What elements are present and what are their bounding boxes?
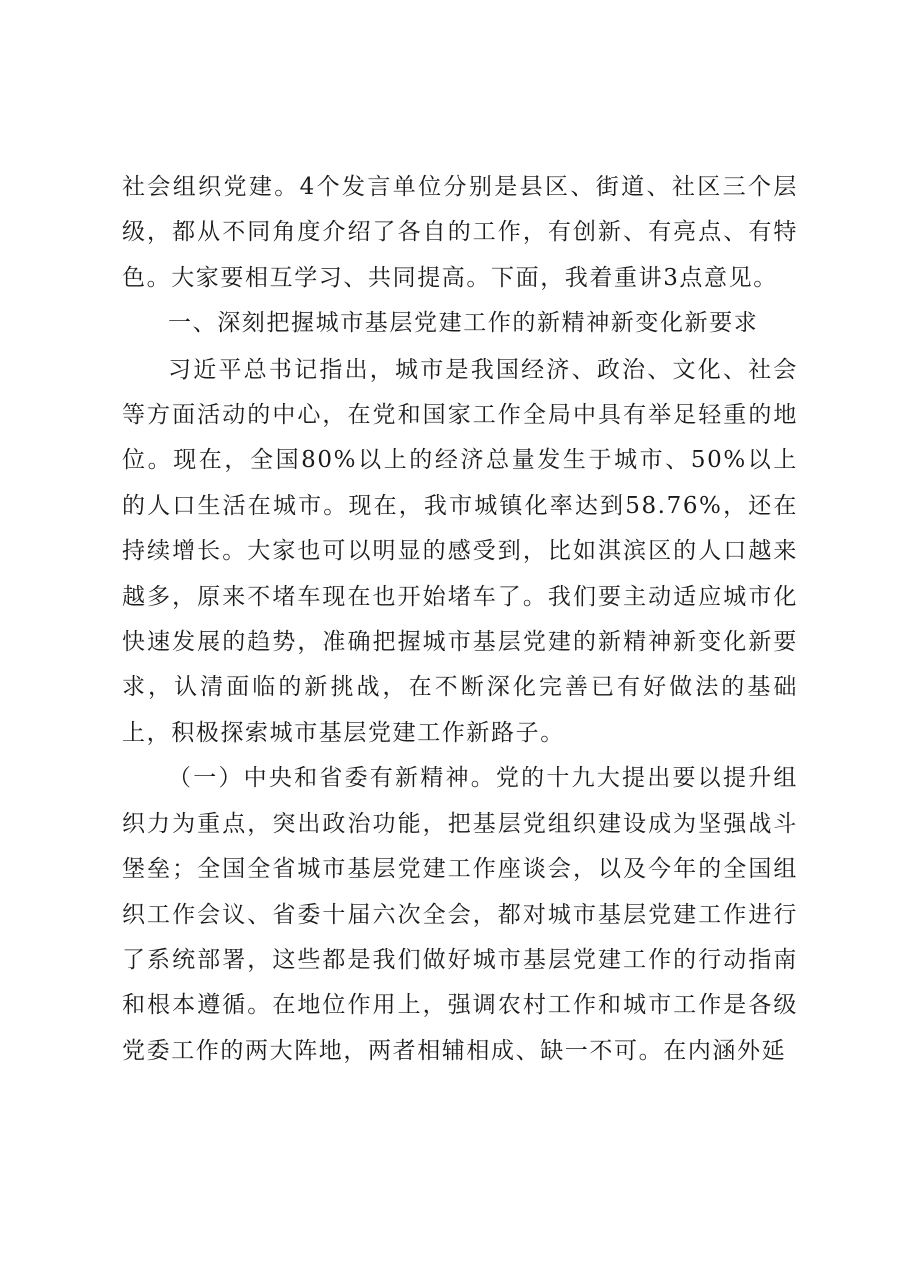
document-body xyxy=(122,165,798,1074)
paragraph-body: 习近平总书记指出，城市是我国经济、政治、文化、社会等方面活动的中心，在党和国家工作全局中具有举足轻重的地位。现在，全国80%以上的经济总量发生于城市、50%以上的人口生活在城市。现在，我市城镇化率达到58.76%，还在持续增长。大家也可以明显的感受到，比如淇滨区的人口越来越多，原来不堵车现在也开始堵车了。我们要主动适应城市化快速发展的趋势，准确把握城市基层党建的新精神新变化新要求，认清面临的新挑战，在不断深化完善已有好做法的基础上，积极探索城市基层党建工作新路子。 xyxy=(122,356,798,746)
section-heading: 一、深刻把握城市基层党建工作的新精神新变化新要求 xyxy=(168,310,759,337)
paragraph-continuation: 社会组织党建。4个发言单位分别是县区、街道、社区三个层级，都从不同角度介绍了各自的工作，有创新、有亮点、有特色。大家要相互学习、共同提高。下面，我着重讲3点意见。 xyxy=(122,174,798,291)
paragraph-subsection: （一）中央和省委有新精神。党的十九大提出要以提升组织力为重点，突出政治功能，把基层党组织建设成为坚强战斗堡垒；全国全省城市基层党建工作座谈会，以及今年的全国组织工作会议、省委十届六次全会，都对城市基层党建工作进行了系统部署，这些都是我们做好城市基层党建工作的行动指南和根本遵循。在地位作用上，强调农村工作和城市工作是各级党委工作的两大阵地，两者相辅相成、缺一不可。在内涵外延 xyxy=(122,765,798,1064)
